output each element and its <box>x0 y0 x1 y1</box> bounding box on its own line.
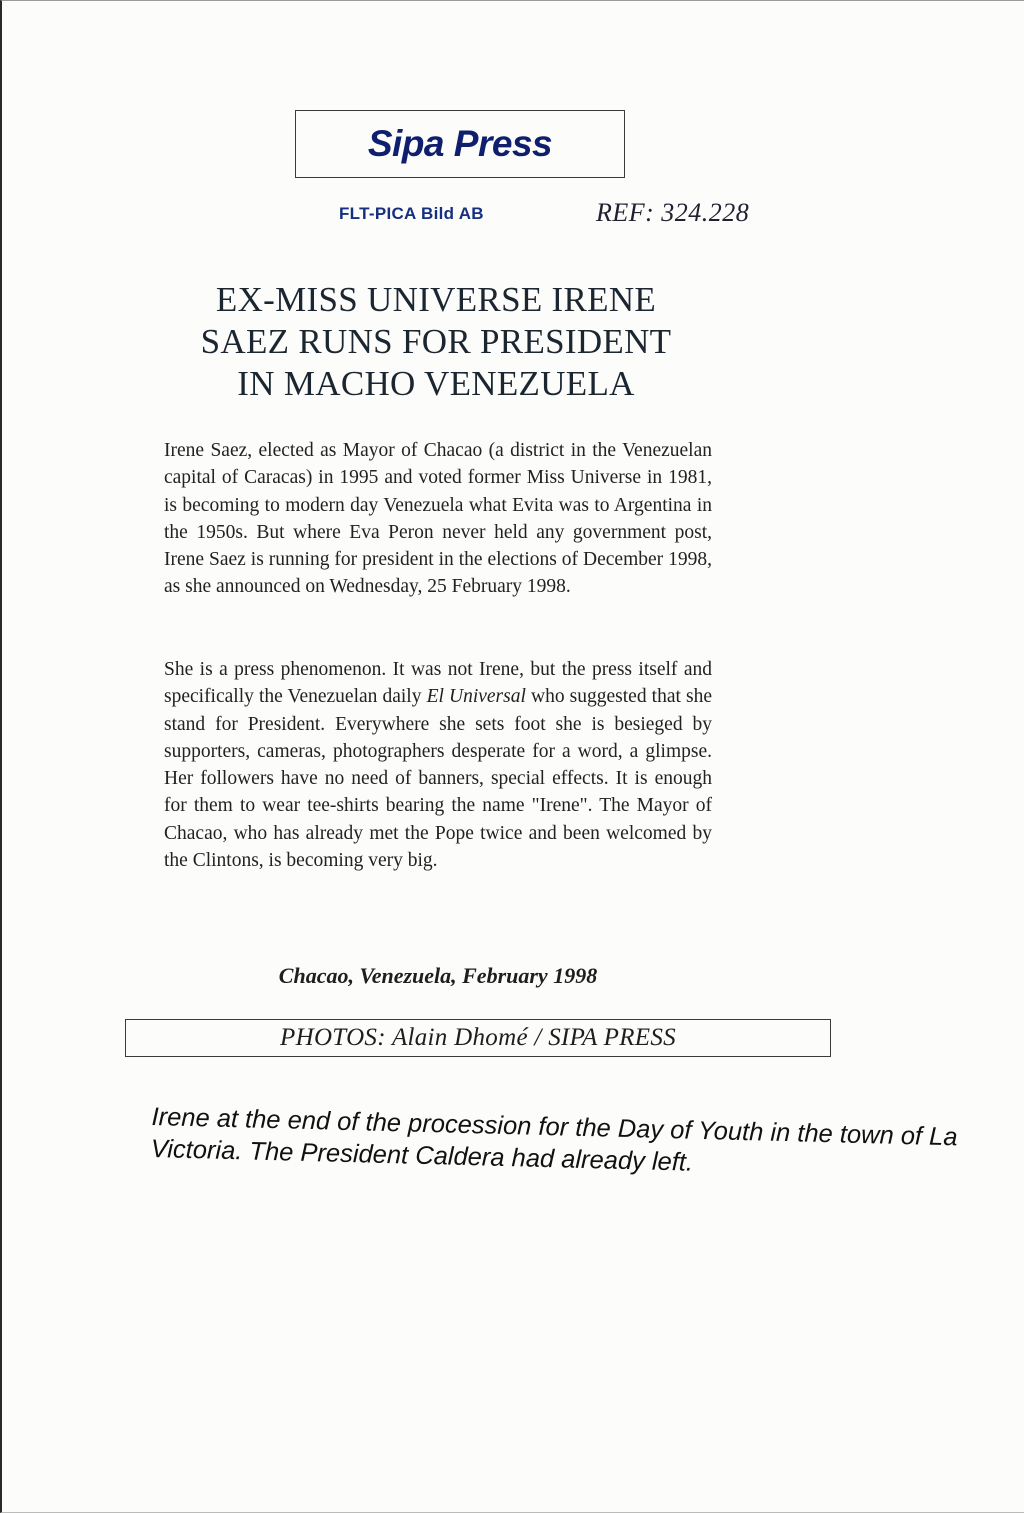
body-paragraph-2 <box>164 656 712 874</box>
headline-line-2: SAEZ RUNS FOR PRESIDENT <box>200 322 672 361</box>
dateline: Chacao, Venezuela, February 1998 <box>278 963 598 988</box>
photo-credit: PHOTOS: Alain Dhomé / SIPA PRESS <box>280 1024 676 1051</box>
sipa-press-logo-box <box>295 110 625 178</box>
photo-credit-box <box>125 1019 831 1057</box>
paragraph-2-text-b: who suggested that she stand for President. Everywhere she sets foot she is besieged by supporters, cameras, photographers desperate for a word, a glimpse. Her followers have no need of banners, special effects. It is enough for them to wear tee-shirts bearing the name "Irene". The Mayor of Chacao, who has already met the Pope twice and been welcomed by the Clintons, is becoming very big. <box>164 686 712 872</box>
newspaper-name: El Universal <box>426 686 526 708</box>
reference-number: REF: 324.228 <box>596 198 750 227</box>
headline-line-1: EX-MISS UNIVERSE IRENE <box>215 280 657 319</box>
agency-name: FLT-PICA Bild AB <box>339 204 484 223</box>
headline <box>136 279 736 405</box>
headline-line-3: IN MACHO VENEZUELA <box>237 364 635 403</box>
photo-caption: Irene at the end of the procession for the Day of Youth in the town of La Victoria. The President Caldera had already left. <box>150 1102 958 1177</box>
paragraph-2-text-a: She is a press phenomenon. It was not Irene, but the press itself and specifically the Venezuelan daily <box>164 659 712 708</box>
sipa-press-logo: Sipa Press <box>367 123 553 164</box>
body-paragraph-1: Irene Saez, elected as Mayor of Chacao (a district in the Venezuelan capital of Caracas) in 1995 and voted former Miss Universe in 1981, is becoming to modern day Venezuela what Evita was to Argentina in the 1950s. But where Eva Peron never held any government post, Irene Saez is running for president in the elections of December 1998, as she announced on Wednesday, 25 February 1998. <box>164 440 712 598</box>
